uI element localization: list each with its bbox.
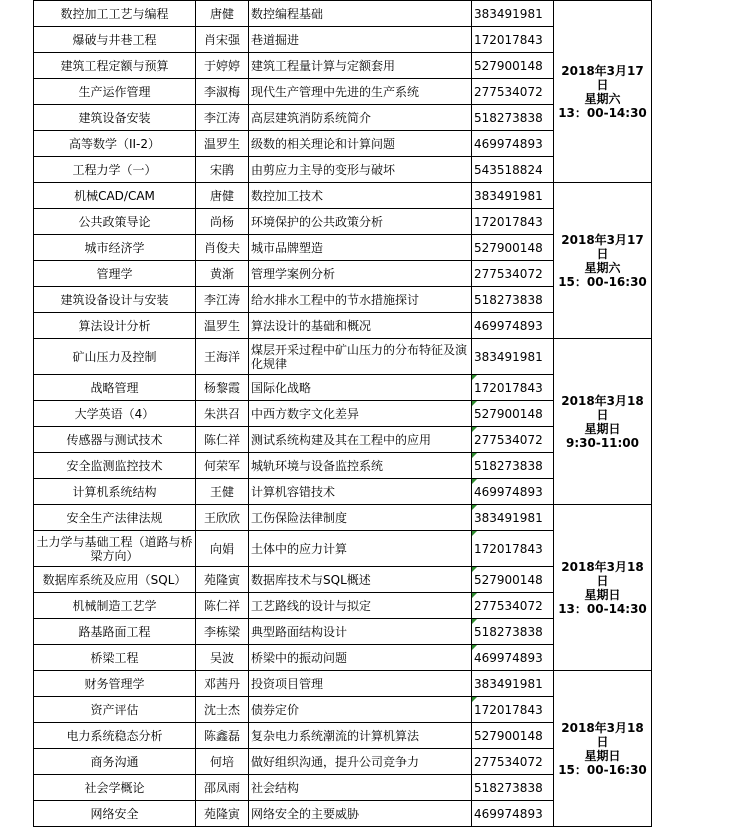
teacher-cell: 宋鹃 bbox=[196, 157, 249, 183]
teacher-cell: 唐健 bbox=[196, 183, 249, 209]
table-row bbox=[34, 505, 652, 531]
teacher-cell: 向娟 bbox=[196, 531, 249, 567]
topic-cell: 桥梁中的振动问题 bbox=[249, 645, 472, 671]
room-id-cell: 277534072 bbox=[472, 427, 554, 453]
room-id-cell: 527900148 bbox=[472, 723, 554, 749]
session-weekday: 星期六 bbox=[584, 260, 621, 275]
topic-cell: 工艺路线的设计与拟定 bbox=[249, 593, 472, 619]
teacher-cell: 李淑梅 bbox=[196, 79, 249, 105]
course-cell: 桥梁工程 bbox=[34, 645, 196, 671]
session-time-cell bbox=[554, 183, 652, 339]
topic-cell: 土体中的应力计算 bbox=[249, 531, 472, 567]
topic-cell: 建筑工程量计算与定额套用 bbox=[249, 53, 472, 79]
room-id-cell: 277534072 bbox=[472, 261, 554, 287]
room-id-cell: 543518824 bbox=[472, 157, 554, 183]
room-id-cell: 469974893 bbox=[472, 645, 554, 671]
teacher-cell: 苑隆寅 bbox=[196, 801, 249, 827]
teacher-cell: 尚杨 bbox=[196, 209, 249, 235]
teacher-cell: 何培 bbox=[196, 749, 249, 775]
teacher-cell: 唐健 bbox=[196, 1, 249, 27]
topic-cell: 煤层开采过程中矿山压力的分布特征及演化规律 bbox=[249, 339, 472, 375]
topic-cell: 给水排水工程中的节水措施探讨 bbox=[249, 287, 472, 313]
session-time: 13：00-14:30 bbox=[558, 105, 647, 120]
topic-cell: 数据库技术与SQL概述 bbox=[249, 567, 472, 593]
course-cell: 计算机系统结构 bbox=[34, 479, 196, 505]
course-cell: 财务管理学 bbox=[34, 671, 196, 697]
course-cell: 矿山压力及控制 bbox=[34, 339, 196, 375]
room-id-cell: 469974893 bbox=[472, 479, 554, 505]
teacher-cell: 苑隆寅 bbox=[196, 567, 249, 593]
topic-cell: 典型路面结构设计 bbox=[249, 619, 472, 645]
room-id-cell: 469974893 bbox=[472, 131, 554, 157]
course-cell: 高等数学（II-2） bbox=[34, 131, 196, 157]
topic-cell: 城市品牌塑造 bbox=[249, 235, 472, 261]
course-cell: 工程力学（一） bbox=[34, 157, 196, 183]
course-cell: 数控加工工艺与编程 bbox=[34, 1, 196, 27]
teacher-cell: 肖宋强 bbox=[196, 27, 249, 53]
topic-cell: 社会结构 bbox=[249, 775, 472, 801]
room-id-cell: 383491981 bbox=[472, 183, 554, 209]
teacher-cell: 王欣欣 bbox=[196, 505, 249, 531]
table-row bbox=[34, 339, 652, 375]
course-cell: 网络安全 bbox=[34, 801, 196, 827]
session-date: 2018年3月17日 bbox=[561, 63, 644, 92]
room-id-cell: 469974893 bbox=[472, 801, 554, 827]
teacher-cell: 朱洪召 bbox=[196, 401, 249, 427]
session-time: 15：00-16:30 bbox=[558, 274, 647, 289]
teacher-cell: 沈士杰 bbox=[196, 697, 249, 723]
topic-cell: 计算机容错技术 bbox=[249, 479, 472, 505]
session-time-cell bbox=[554, 1, 652, 183]
table-row bbox=[34, 671, 652, 697]
teacher-cell: 王健 bbox=[196, 479, 249, 505]
room-id-cell: 172017843 bbox=[472, 531, 554, 567]
session-date: 2018年3月17日 bbox=[561, 232, 644, 261]
course-cell: 算法设计分析 bbox=[34, 313, 196, 339]
teacher-cell: 陈仁祥 bbox=[196, 427, 249, 453]
course-cell: 商务沟通 bbox=[34, 749, 196, 775]
course-cell: 机械CAD/CAM bbox=[34, 183, 196, 209]
course-cell: 建筑工程定额与预算 bbox=[34, 53, 196, 79]
session-weekday: 星期日 bbox=[584, 587, 621, 602]
topic-cell: 城轨环境与设备监控系统 bbox=[249, 453, 472, 479]
teacher-cell: 王海洋 bbox=[196, 339, 249, 375]
room-id-cell: 469974893 bbox=[472, 313, 554, 339]
topic-cell: 现代生产管理中先进的生产系统 bbox=[249, 79, 472, 105]
topic-cell: 复杂电力系统潮流的计算机算法 bbox=[249, 723, 472, 749]
topic-cell: 算法设计的基础和概况 bbox=[249, 313, 472, 339]
room-id-cell: 527900148 bbox=[472, 53, 554, 79]
room-id-cell: 527900148 bbox=[472, 235, 554, 261]
course-cell: 安全生产法律法规 bbox=[34, 505, 196, 531]
session-time-cell bbox=[554, 339, 652, 505]
teacher-cell: 李栋梁 bbox=[196, 619, 249, 645]
topic-cell: 测试系统构建及其在工程中的应用 bbox=[249, 427, 472, 453]
topic-cell: 数控编程基础 bbox=[249, 1, 472, 27]
course-cell: 大学英语（4） bbox=[34, 401, 196, 427]
room-id-cell: 518273838 bbox=[472, 287, 554, 313]
course-cell: 公共政策导论 bbox=[34, 209, 196, 235]
table-row bbox=[34, 1, 652, 27]
topic-cell: 管理学案例分析 bbox=[249, 261, 472, 287]
teacher-cell: 何荣军 bbox=[196, 453, 249, 479]
topic-cell: 投资项目管理 bbox=[249, 671, 472, 697]
teacher-cell: 杨黎霞 bbox=[196, 375, 249, 401]
course-cell: 生产运作管理 bbox=[34, 79, 196, 105]
topic-cell: 国际化战略 bbox=[249, 375, 472, 401]
session-weekday: 星期日 bbox=[584, 421, 621, 436]
teacher-cell: 肖俊夫 bbox=[196, 235, 249, 261]
room-id-cell: 383491981 bbox=[472, 505, 554, 531]
topic-cell: 巷道掘进 bbox=[249, 27, 472, 53]
session-time: 15：00-16:30 bbox=[558, 762, 647, 777]
course-cell: 数据库系统及应用（SQL） bbox=[34, 567, 196, 593]
course-cell: 管理学 bbox=[34, 261, 196, 287]
topic-cell: 债券定价 bbox=[249, 697, 472, 723]
teacher-cell: 李江涛 bbox=[196, 105, 249, 131]
course-cell: 传感器与测试技术 bbox=[34, 427, 196, 453]
topic-cell: 做好组织沟通，提升公司竞争力 bbox=[249, 749, 472, 775]
room-id-cell: 172017843 bbox=[472, 209, 554, 235]
room-id-cell: 172017843 bbox=[472, 697, 554, 723]
room-id-cell: 277534072 bbox=[472, 593, 554, 619]
topic-cell: 中西方数字文化差异 bbox=[249, 401, 472, 427]
teacher-cell: 陈鑫磊 bbox=[196, 723, 249, 749]
course-cell: 社会学概论 bbox=[34, 775, 196, 801]
course-cell: 机械制造工艺学 bbox=[34, 593, 196, 619]
session-date: 2018年3月18日 bbox=[561, 393, 644, 422]
course-cell: 建筑设备设计与安装 bbox=[34, 287, 196, 313]
topic-cell: 工伤保险法律制度 bbox=[249, 505, 472, 531]
room-id-cell: 383491981 bbox=[472, 339, 554, 375]
teacher-cell: 温罗生 bbox=[196, 131, 249, 157]
room-id-cell: 383491981 bbox=[472, 671, 554, 697]
teacher-cell: 黄渐 bbox=[196, 261, 249, 287]
table-row bbox=[34, 183, 652, 209]
room-id-cell: 277534072 bbox=[472, 79, 554, 105]
room-id-cell: 172017843 bbox=[472, 27, 554, 53]
session-time-cell bbox=[554, 505, 652, 671]
course-cell: 建筑设备安装 bbox=[34, 105, 196, 131]
session-time: 13：00-14:30 bbox=[558, 601, 647, 616]
course-cell: 资产评估 bbox=[34, 697, 196, 723]
topic-cell: 由剪应力主导的变形与破坏 bbox=[249, 157, 472, 183]
schedule-table bbox=[33, 0, 652, 827]
course-cell: 路基路面工程 bbox=[34, 619, 196, 645]
teacher-cell: 邓茜丹 bbox=[196, 671, 249, 697]
course-cell: 战略管理 bbox=[34, 375, 196, 401]
room-id-cell: 527900148 bbox=[472, 567, 554, 593]
session-time-cell bbox=[554, 671, 652, 827]
room-id-cell: 277534072 bbox=[472, 749, 554, 775]
room-id-cell: 383491981 bbox=[472, 1, 554, 27]
room-id-cell: 518273838 bbox=[472, 775, 554, 801]
room-id-cell: 527900148 bbox=[472, 401, 554, 427]
session-date: 2018年3月18日 bbox=[561, 720, 644, 749]
teacher-cell: 温罗生 bbox=[196, 313, 249, 339]
topic-cell: 高层建筑消防系统简介 bbox=[249, 105, 472, 131]
room-id-cell: 518273838 bbox=[472, 619, 554, 645]
session-weekday: 星期日 bbox=[584, 748, 621, 763]
course-cell: 安全监测监控技术 bbox=[34, 453, 196, 479]
topic-cell: 网络安全的主要威胁 bbox=[249, 801, 472, 827]
teacher-cell: 陈仁祥 bbox=[196, 593, 249, 619]
topic-cell: 数控加工技术 bbox=[249, 183, 472, 209]
room-id-cell: 518273838 bbox=[472, 105, 554, 131]
course-cell: 土力学与基础工程（道路与桥梁方向） bbox=[34, 531, 196, 567]
teacher-cell: 邵凤雨 bbox=[196, 775, 249, 801]
room-id-cell: 518273838 bbox=[472, 453, 554, 479]
session-weekday: 星期六 bbox=[584, 91, 621, 106]
topic-cell: 级数的相关理论和计算问题 bbox=[249, 131, 472, 157]
course-cell: 电力系统稳态分析 bbox=[34, 723, 196, 749]
teacher-cell: 吴波 bbox=[196, 645, 249, 671]
course-cell: 爆破与井巷工程 bbox=[34, 27, 196, 53]
topic-cell: 环境保护的公共政策分析 bbox=[249, 209, 472, 235]
course-cell: 城市经济学 bbox=[34, 235, 196, 261]
session-date: 2018年3月18日 bbox=[561, 559, 644, 588]
teacher-cell: 李江涛 bbox=[196, 287, 249, 313]
session-time: 9:30-11:00 bbox=[565, 435, 640, 450]
teacher-cell: 于婷婷 bbox=[196, 53, 249, 79]
room-id-cell: 172017843 bbox=[472, 375, 554, 401]
